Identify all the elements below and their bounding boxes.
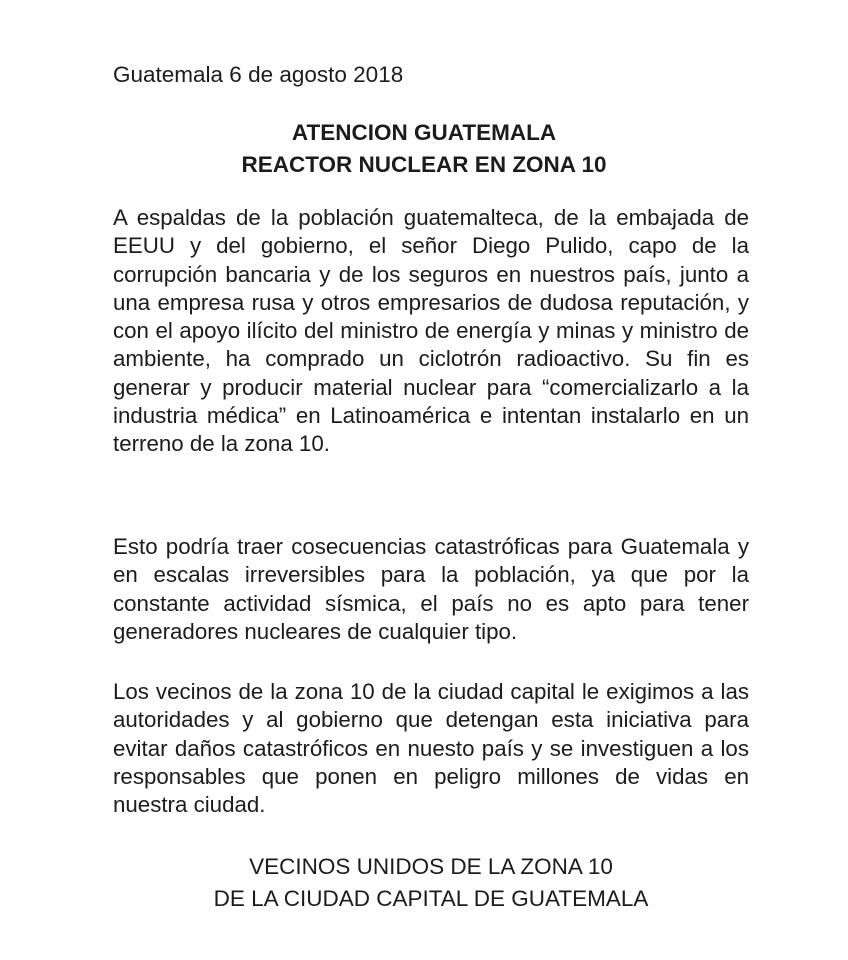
- paragraph-2: Esto podría traer cosecuencias catastróficas para Guatemala y en escalas irreversibles para la población, ya que por la constante actividad sísmica, el país no es apto para tener generadores nucleares de cualquier tipo.: [113, 534, 749, 644]
- paragraph-3: Los vecinos de la zona 10 de la ciudad capital le exigimos a las autoridades y al gobierno que detengan esta iniciativa para evitar daños catastróficos en nuesto país y se investiguen a los responsables que ponen en peligro millones de vidas en nuestra ciudad.: [113, 679, 749, 818]
- title-line-2: REACTOR NUCLEAR EN ZONA 10: [241, 152, 607, 177]
- title-line-1: ATENCION GUATEMALA: [291, 120, 557, 145]
- date-line: Guatemala 6 de agosto 2018: [113, 62, 404, 87]
- document-title: [0, 117, 848, 181]
- paragraph-1: A espaldas de la población guatemalteca, de la embajada de EEUU y del gobierno, el señor Diego Pulido, capo de la corrupción bancaria y de los seguros en nuestros país, junto a una empresa rusa y otros empresarios de dudosa reputación, y con el apoyo ilícito del ministro de energía y minas y ministro de ambiente, ha comprado un ciclotrón radioactivo. Su fin es generar y producir material nuclear para “comercializarlo a la industria médica” en Latinoamérica e intentan instalarlo en un terreno de la zona 10.: [113, 205, 749, 457]
- signature-line-2: DE LA CIUDAD CAPITAL DE GUATEMALA: [213, 886, 649, 911]
- signature-line-1: VECINOS UNIDOS DE LA ZONA 10: [249, 854, 613, 879]
- signature-block: [0, 851, 848, 915]
